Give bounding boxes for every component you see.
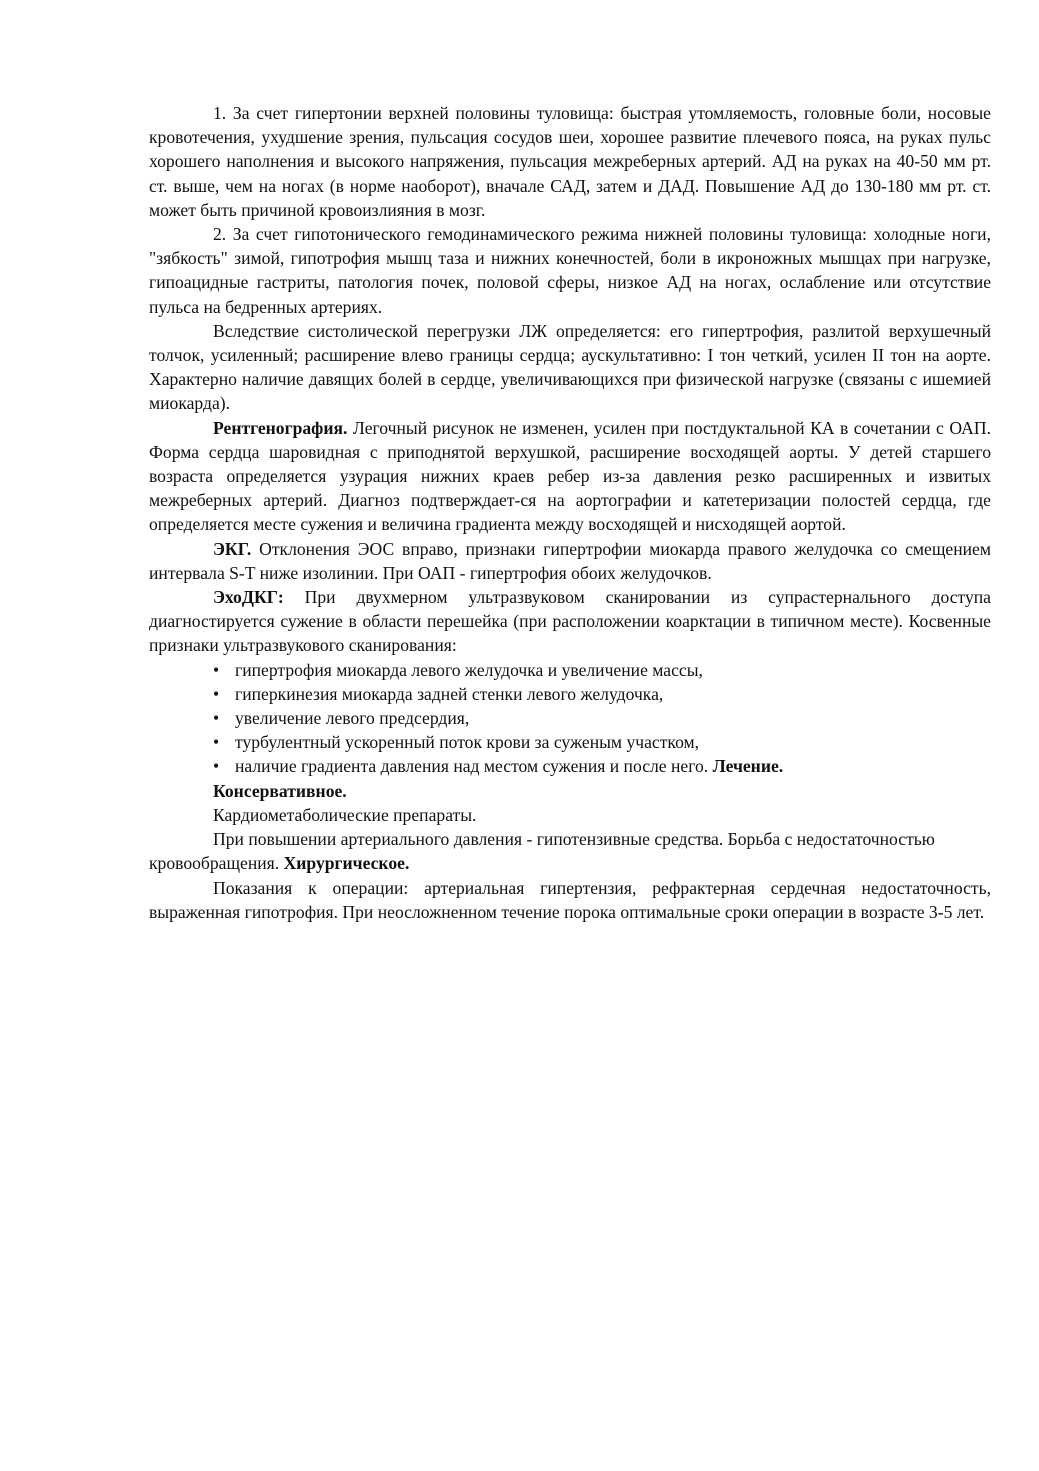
paragraph-xray xyxy=(149,416,991,537)
paragraph-upper-body-hypertension: 1. За счет гипертонии верхней половины туловища: быстрая утомляемость, головные боли, носовые кровотечения, ухудшение зрения, пульсация сосудов шеи, хорошее развитие плечевого пояса, на руках пульс хорошего наполнения и высокого напряжения, пульсация межреберных артерий. АД на руках на 40-50 мм рт. ст. выше, чем на ногах (в норме наоборот), вначале САД, затем и ДАД. Повышение АД до 130-180 мм рт. ст. может быть причиной кровоизлияния в мозг. xyxy=(149,103,991,220)
conservative-heading-line xyxy=(149,779,991,803)
list-item-text: гиперкинезия миокарда задней стенки левого желудочка, xyxy=(235,683,664,704)
echo-heading: ЭхоДКГ: xyxy=(213,587,284,608)
bullet-icon: • xyxy=(213,756,220,777)
xray-heading: Рентгенография. xyxy=(213,417,348,438)
list-item xyxy=(213,682,991,706)
paragraph-echo xyxy=(149,585,991,658)
list-item xyxy=(213,658,991,682)
conservative-heading: Консервативное. xyxy=(213,780,347,801)
surgical-heading: Хирургическое. xyxy=(283,853,410,874)
bullet-icon: • xyxy=(213,732,220,753)
bp-text: При повышении артериального давления - гипотензивные средства. Борьба с недостаточностью кровообращения. xyxy=(149,829,935,874)
ecg-heading: ЭКГ. xyxy=(213,538,252,559)
paragraph-cardiometabolic: Кардиометаболические препараты. xyxy=(213,804,477,825)
list-item-text: увеличение левого предсердия, xyxy=(235,708,470,729)
paragraph-ecg xyxy=(149,537,991,585)
list-item-text: наличие градиента давления над местом сужения и после него. xyxy=(235,756,709,777)
list-item xyxy=(213,754,991,778)
treatment-heading: Лечение. xyxy=(712,756,784,777)
list-item-text: турбулентный ускоренный поток крови за суженым участком, xyxy=(235,732,700,753)
bullet-icon: • xyxy=(213,659,220,680)
paragraph-lower-body-hypotension: 2. За счет гипотонического гемодинамического режима нижней половины туловища: холодные ноги, "зябкость" зимой, гипотрофия мышц таза и нижних конечностей, боли в икроножных мышцах при нагрузке, гипоацидные гастриты, патология почек, половой сферы, низкое АД на ногах, ослабление или отсутствие пульса на бедренных артериях. xyxy=(149,224,991,317)
echo-signs-list xyxy=(149,658,991,779)
list-item xyxy=(213,706,991,730)
list-item xyxy=(213,730,991,754)
list-item-text: гипертрофия миокарда левого желудочка и увеличение массы, xyxy=(235,659,703,680)
bullet-icon: • xyxy=(213,683,220,704)
echo-text: При двухмерном ультразвуковом сканировании из супрастернального доступа диагностируется сужение в области перешейка (при расположении коарктации в типичном месте). Косвенные признаки ультразвукового сканирования: xyxy=(149,587,991,656)
bullet-icon: • xyxy=(213,708,220,729)
paragraph-surgery-indications: Показания к операции: артериальная гипертензия, рефрактерная сердечная недостаточность, выраженная гипотрофия. При неосложненном течение порока оптимальные сроки операции в возрасте 3-5 лет. xyxy=(149,877,991,922)
paragraph-lv-overload: Вследствие систолической перегрузки ЛЖ определяется: его гипертрофия, разлитой верхушечный толчок, усиленный; расширение влево границы сердца; аускультативно: I тон четкий, усилен II тон на аорте. Характерно наличие давящих болей в сердце, увеличивающихся при физической нагрузке (связаны с ишемией миокарда). xyxy=(149,320,991,414)
xray-text: Легочный рисунок не изменен, усилен при постдуктальной КА в сочетании с ОАП. Форма сердца шаровидная с приподнятой верхушкой, расширение восходящей аорты. У детей старшего возраста определяется узурация нижних краев ребер из-за давления резко расширенных и извитых межреберных артерий. Диагноз подтверждает-ся на аортографии и катетеризации полостей сердца, где определяется месте сужения и величина градиента между восходящей и нисходящей аортой. xyxy=(149,417,991,535)
paragraph-blood-pressure xyxy=(149,827,991,875)
document-page xyxy=(149,101,991,924)
ecg-text: Отклонения ЭОС вправо, признаки гипертрофии миокарда правого желудочка со смещением интервала S-T ниже изолинии. При ОАП - гипертрофия обоих желудочков. xyxy=(149,538,991,583)
